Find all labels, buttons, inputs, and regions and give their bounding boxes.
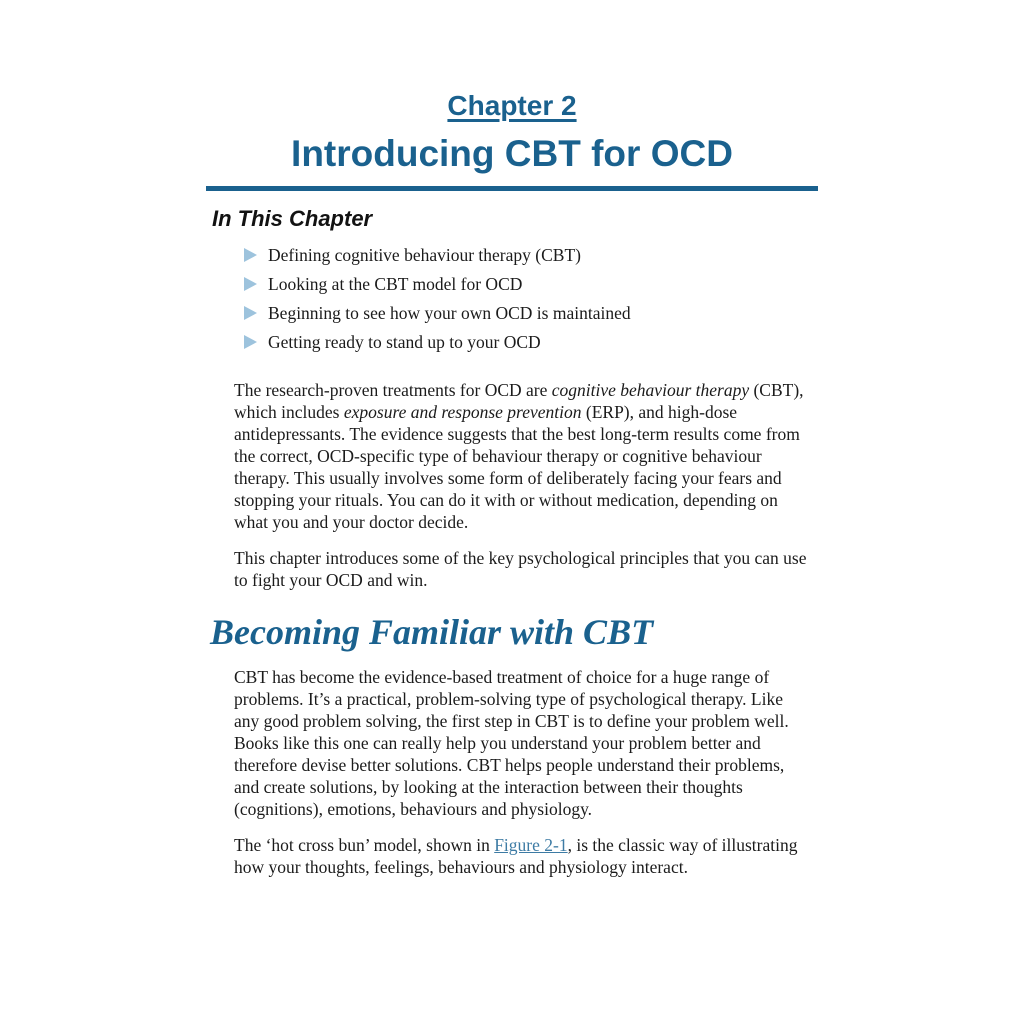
- section-p2-text-2: , is the classic way of illustrating how your thoughts, feelings, behaviours and physiology interact.: [234, 835, 798, 877]
- chapter-bullet-list: [206, 246, 818, 352]
- bullet-text: Looking at the CBT model for OCD: [268, 274, 523, 294]
- section-p2-text-1: The ‘hot cross bun’ model, shown in: [234, 835, 495, 855]
- intro-paragraph-2: This chapter introduces some of the key psychological principles that you can use to fight your OCD and win.: [234, 548, 807, 590]
- intro-p1-text-1: The research-proven treatments for OCD are: [234, 380, 552, 400]
- intro-paragraph-1: [234, 379, 812, 533]
- bullet-item: [244, 333, 818, 352]
- intro-p1-italic-2: exposure and response prevention: [343, 402, 582, 422]
- triangle-bullet-icon: [244, 277, 257, 291]
- bullet-item: [244, 304, 818, 323]
- section-heading: Becoming Familiar with CBT: [210, 612, 654, 652]
- bullet-item: [244, 246, 818, 265]
- section-paragraph-2: [234, 834, 812, 878]
- chapter-label: Chapter 2: [447, 90, 577, 121]
- triangle-bullet-icon: [244, 306, 257, 320]
- bullet-item: [244, 275, 818, 294]
- intro-p1-text-3: (ERP), and high-dose antidepressants. The evidence suggests that the best long-term results come from the correct, OCD-specific type of behaviour therapy or cognitive behaviour therapy. This usually involves some form of deliberately facing your fears and stopping your rituals. You can do it with or without medication, depending on what you and your doctor decide.: [234, 402, 800, 532]
- bullet-text: Beginning to see how your own OCD is maintained: [268, 303, 631, 323]
- intro-p1-italic-1: cognitive behaviour therapy: [551, 380, 750, 400]
- figure-2-1-link[interactable]: Figure 2-1: [494, 835, 568, 855]
- triangle-bullet-icon: [244, 335, 257, 349]
- in-this-chapter-heading: In This Chapter: [212, 206, 373, 231]
- title-divider-rule: [206, 186, 818, 191]
- triangle-bullet-icon: [244, 248, 257, 262]
- content-column: [206, 0, 818, 878]
- bullet-text: Defining cognitive behaviour therapy (CBT): [268, 245, 581, 265]
- intro-p1-text-2: (CBT), which includes: [234, 380, 804, 422]
- section-paragraph-1: CBT has become the evidence-based treatment of choice for a huge range of problems. It’s a practical, problem-solving type of psychological therapy. Like any good problem solving, the first step in CBT is to define your problem well. Books like this one can really help you understand your problem better and therefore devise better solutions. CBT helps people understand their problems, and create solutions, by looking at the interaction between their thoughts (cognitions), emotions, behaviours and physiology.: [234, 667, 789, 819]
- chapter-title: Introducing CBT for OCD: [291, 133, 733, 174]
- bullet-text: Getting ready to stand up to your OCD: [268, 332, 541, 352]
